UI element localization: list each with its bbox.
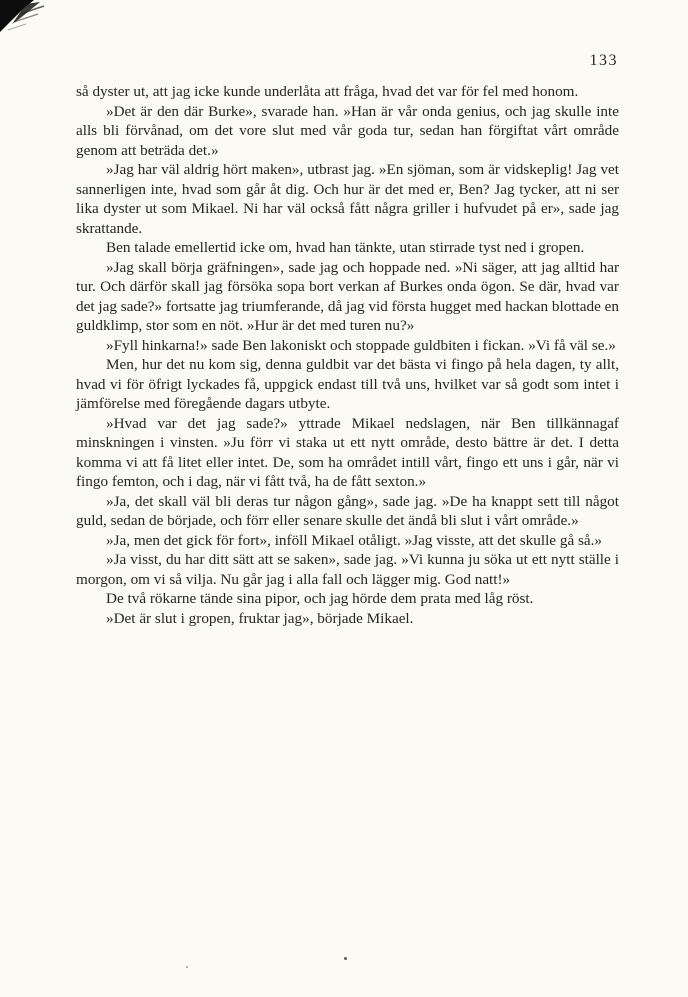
text-block xyxy=(76,82,619,628)
paragraph: »Det är slut i gropen, fruktar jag», började Mikael. xyxy=(106,609,414,627)
paragraph: De två rökarne tände sina pipor, och jag hörde dem prata med låg röst. xyxy=(106,590,534,607)
paragraph: »Ja, det skall väl bli deras tur någon gång», sade jag. »De ha knappt sett till något guld, sedan de började, och förr eller senare skulle det ändå bli slut i vårt område.» xyxy=(76,492,619,529)
scan-speck xyxy=(186,966,188,968)
paragraph: »Ja visst, du har ditt sätt att se saken», sade jag. »Vi kunna ju söka ut ett nytt ställe i morgon, om vi så vilja. Nu går jag i alla fall och lägger mig. God natt!» xyxy=(76,551,619,588)
paragraph: Ben talade emellertid icke om, hvad han tänkte, utan stirrade tyst ned i gropen. xyxy=(106,239,585,256)
paragraph: så dyster ut, att jag icke kunde underlåta att fråga, hvad det var för fel med honom. xyxy=(76,83,579,100)
paragraph: »Ja, men det gick för fort», inföll Mikael otåligt. »Jag visste, att det skulle gå så.» xyxy=(106,531,603,549)
paragraph: »Jag har väl aldrig hört maken», utbrast jag. »En sjöman, som är vidskeplig! Jag vet sannerligen inte, hvad som går åt dig. Och hur är det med er, Ben? Jag tycker, att ni ser lika dyster ut som Mikael. Ni har väl också fått några griller i hufvudet på er», sade jag skrattande. xyxy=(76,161,619,237)
paragraph: »Hvad var det jag sade?» yttrade Mikael nedslagen, när Ben tillkännagaf minskningen i vinsten. »Ju förr vi staka ut ett nytt område, desto bättre är det. I detta komma vi att få litet eller intet. De, som ha området intill vårt, fingo ett uns i går, när vi fingo femton, och i dag, när vi fått två, ha de fått sexton.» xyxy=(76,414,619,490)
paragraph: »Det är den där Burke», svarade han. »Han är vår onda genius, och jag skulle inte alls bli förvånad, om det vore slut med vår goda tur, sedan han förgiftat vårt område genom att beträda det.» xyxy=(76,102,619,159)
ink-smudge-artifact xyxy=(0,0,60,48)
paragraph: »Fyll hinkarna!» sade Ben lakoniskt och stoppade guldbiten i fickan. »Vi få väl se.» xyxy=(106,336,616,354)
paragraph: »Jag skall börja gräfningen», sade jag och hoppade ned. »Ni säger, att jag alltid har tur. Och därför skall jag försöka sopa bort verkan af Burkes onda ögon. Se där, hvad var det jag sade?» fortsatte jag triumferande, då jag vid första hugget med hackan blottade en guldklimp, stor som en nöt. »Hur är det med turen nu?» xyxy=(76,258,619,334)
paragraph: Men, hur det nu kom sig, denna guldbit var det bästa vi fingo på hela dagen, ty allt, hvad vi för öfrigt lyckades få, uppgick endast till två uns, hvilket var så godt som intet i jämförelse med föregående dagars utbyte. xyxy=(76,356,619,412)
scan-speck xyxy=(344,957,347,960)
page-number: 133 xyxy=(589,52,618,69)
